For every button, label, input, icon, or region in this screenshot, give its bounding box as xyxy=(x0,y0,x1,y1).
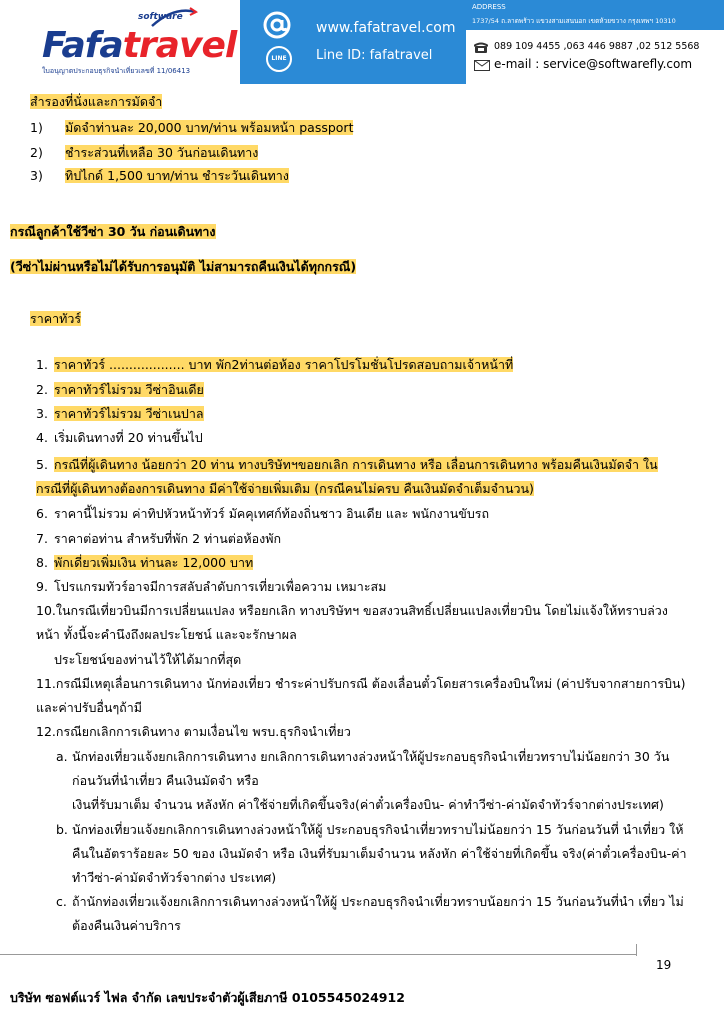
brand-tagline: software xyxy=(138,12,183,22)
phone-icon xyxy=(474,42,488,54)
price-item: พักเดี่ยวเพิ่มเงิน ท่านละ 12,000 บาท xyxy=(54,555,254,570)
cancel-sub-text: ต้องคืนเงินค่าบริการ xyxy=(72,918,181,933)
logo xyxy=(10,6,235,80)
price-item-number: 5. xyxy=(36,457,48,472)
cancel-sub-number: a. xyxy=(56,749,68,764)
price-item-number: 7. xyxy=(36,531,48,546)
price-item: ราคาต่อท่าน สำหรับที่พัก 2 ท่านต่อห้องพัก xyxy=(54,531,282,546)
price-item: ราคาทัวร์ไม่รวม วีซ่าเนปาล xyxy=(54,406,204,421)
flight-change-clause: ประโยชน์ของท่านไว้ให้ได้มากที่สุด xyxy=(54,652,242,667)
footer-divider xyxy=(0,954,636,955)
at-icon xyxy=(262,10,292,40)
seat-item-number: 1) xyxy=(30,120,43,135)
cancel-sub-text: ทำวีซ่า-ค่ามัดจำทัวร์จากต่าง ประเทศ) xyxy=(72,870,277,885)
address-text: 1737/54 ถ.ลาดพร้าว แขวงสามเสนนอก เขตห้วยขวาง กรุงเทพฯ 10310 xyxy=(472,17,676,25)
price-item-number: 3. xyxy=(36,406,48,421)
price-item: กรณีที่ผู้เดินทาง น้อยกว่า 20 ท่าน ทางบริษัทฯขอยกเลิก การเดินทาง หรือ เลื่อนการเดินทาง พร้อมคืนเงินมัดจำ ใน xyxy=(54,457,658,472)
seat-item: ทิปไกด์ 1,500 บาท/ท่าน ชำระวันเดินทาง xyxy=(65,168,289,183)
seat-section-title: สำรองที่นั่งและการมัดจำ xyxy=(30,94,163,109)
brand-name-part1: Fafa xyxy=(42,25,123,66)
email-icon xyxy=(474,60,490,71)
cancel-sub-number: c. xyxy=(56,894,67,909)
price-item: เริ่มเดินทางที่ 20 ท่านขึ้นไป xyxy=(54,430,203,445)
seat-item-number: 3) xyxy=(30,168,43,183)
license-text: ใบอนุญาตประกอบธุรกิจนำเที่ยวเลขที่ 11/06413 xyxy=(42,67,191,75)
price-item-number: 8. xyxy=(36,555,48,570)
page-header xyxy=(0,0,724,84)
footer-divider-tick xyxy=(636,944,637,956)
flight-change-clause: 10.ในกรณีเที่ยวบินมีการเปลี่ยนแปลง หรือยกเลิก ทางบริษัทฯ ขอสงวนสิทธิ์เปลี่ยนแปลงเที่ยวบิน โดยไม่แจ้งให้ทราบล่วง xyxy=(36,603,668,618)
price-item-number: 9. xyxy=(36,579,48,594)
price-item-number: 4. xyxy=(36,430,48,445)
price-item-number: 1. xyxy=(36,357,48,372)
postpone-clause: และค่าปรับอื่นๆถ้ามี xyxy=(36,700,142,715)
brand-name xyxy=(42,26,236,66)
page-number: 19 xyxy=(656,958,672,972)
price-item-number: 2. xyxy=(36,382,48,397)
price-item: ราคาทัวร์ไม่รวม วีซ่าอินเดีย xyxy=(54,382,204,397)
price-item-continued: กรณีที่ผู้เดินทางต้องการเดินทาง มีค่าใช้จ่ายเพิ่มเติม (กรณีคนไม่ครบ คืนเงินมัดจำเต็มจำนวน) xyxy=(36,481,534,496)
seat-item-number: 2) xyxy=(30,145,43,160)
line-id: Line ID: fafatravel xyxy=(316,48,433,63)
cancel-sub-text: ก่อนวันที่นำเที่ยว คืนเงินมัดจำ หรือ xyxy=(72,773,259,788)
price-item: ราคาทัวร์ ................... บาท พัก2ท่านต่อห้อง ราคาโปรโมชั่นโปรดสอบถามเจ้าหน้าที่ xyxy=(54,357,514,372)
cancel-sub-text: คืนในอัตราร้อยละ 50 ของ เงินมัดจำ หรือ เงินที่รับมาเต็มจำนวน หลังหัก ค่าใช้จ่ายที่เกิดขึ้น จริง(ค่าตั๋วเครื่องบิน-ค่า xyxy=(72,846,687,861)
flight-change-clause: หน้า ทั้งนี้จะคำนึงถึงผลประโยชน์ และจะรักษาผล xyxy=(36,627,297,642)
cancellation-clause-title: 12.กรณียกเลิกการเดินทาง ตามเงื่อนไข พรบ.ธุรกิจนำเที่ยว xyxy=(36,724,351,739)
company-footer: บริษัท ซอฟต์แวร์ ไฟล จำกัด เลขประจำตัวผู้เสียภาษี 0105545024912 xyxy=(10,990,405,1005)
email-address[interactable]: e-mail : service@softwarefly.com xyxy=(494,57,693,71)
cancel-sub-number: b. xyxy=(56,822,68,837)
price-section-title: ราคาทัวร์ xyxy=(30,311,82,326)
cancel-sub-text: นักท่องเที่ยวแจ้งยกเลิกการเดินทางล่วงหน้าให้ผู้ ประกอบธุรกิจนำเที่ยวทราบไม่น้อยกว่า 15 วันก่อนวันที่ นำเที่ยว ให้ xyxy=(72,822,684,837)
seat-item: ชำระส่วนที่เหลือ 30 วันก่อนเดินทาง xyxy=(65,145,259,160)
cancel-sub-text: นักท่องเที่ยวแจ้งยกเลิกการเดินทาง ยกเลิกการเดินทางล่วงหน้าให้ผู้ประกอบธุรกิจนำเที่ยวทราบไม่น้อยกว่า 30 วัน xyxy=(72,749,670,764)
price-item-number: 6. xyxy=(36,506,48,521)
cancel-sub-text: ถ้านักท่องเที่ยวแจ้งยกเลิกการเดินทางล่วงหน้าให้ผู้ ประกอบธุรกิจนำเที่ยวทราบน้อยกว่า 15 วันก่อนวันที่นำ เที่ยว ไม่ xyxy=(72,894,684,909)
cancel-sub-text: เงินที่รับมาเต็ม จำนวน หลังหัก ค่าใช้จ่ายที่เกิดขึ้นจริง(ค่าตั๋วเครื่องบิน- ค่าทำวีซ่า-ค่ามัดจำทัวร์จากต่างประเทศ) xyxy=(72,797,664,812)
postpone-clause: 11.กรณีมีเหตุเลื่อนการเดินทาง นักท่องเที่ยว ชำระค่าปรับกรณี ต้องเลื่อนตั๋วโดยสารเครื่องบินใหม่ (ค่าปรับจากสายการบิน) xyxy=(36,676,686,691)
address-label: ADDRESS xyxy=(472,3,506,11)
brand-name-part2: travel xyxy=(122,25,237,66)
price-item: โปรแกรมทัวร์อาจมีการสลับลำดับการเที่ยวเพื่อความ เหมาะสม xyxy=(54,579,387,594)
visa-notice-line2: (วีซ่าไม่ผ่านหรือไม่ได้รับการอนุมัติ ไม่สามารถคืนเงินได้ทุกกรณี) xyxy=(10,259,357,274)
line-app-icon: LINE xyxy=(266,46,292,72)
visa-notice-line1: กรณีลูกค้าใช้วีซ่า 30 วัน ก่อนเดินทาง xyxy=(10,224,216,239)
seat-item: มัดจำท่านละ 20,000 บาท/ท่าน พร้อมหน้า passport xyxy=(65,120,354,135)
price-item: ราคานี้ไม่รวม ค่าทิปหัวหน้าทัวร์ มัคคุเทศก์ท้องถิ่นชาว อินเดีย และ พนักงานขับรถ xyxy=(54,506,490,521)
website-link[interactable]: www.fafatravel.com xyxy=(316,20,456,36)
phone-numbers: 089 109 4455 ,063 446 9887 ,02 512 5568 xyxy=(494,41,700,52)
